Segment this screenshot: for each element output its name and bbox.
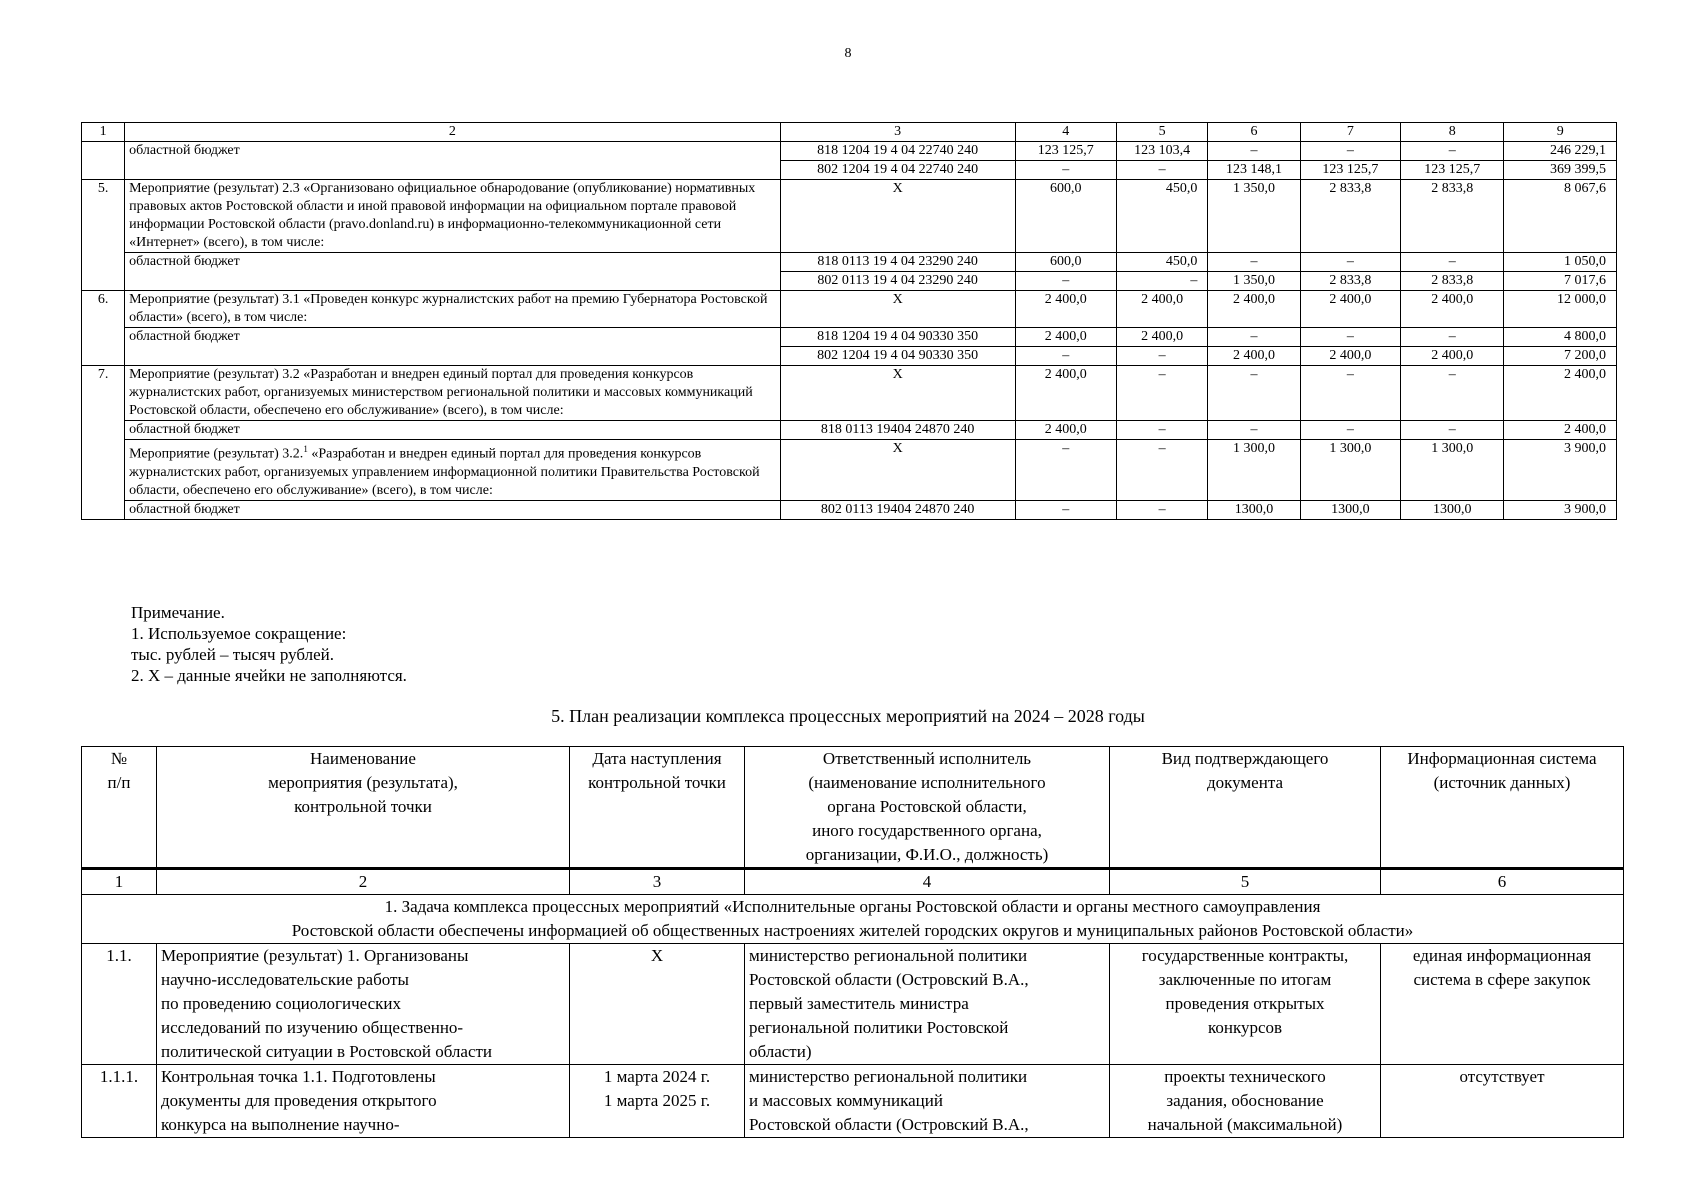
col-number: 2 — [125, 123, 781, 142]
row-title: Мероприятие (результат) 2.3 «Организовано официальное обнародование (опубликование) нормативных правовых актов Ростовской области и иной правовой информации на официальном портале правовой информации Ростовской области (pravo.donland.ru) в информационно-телекоммуникационной сети «Интернет» (всего), в том числе: — [125, 180, 781, 253]
info-system — [1381, 944, 1624, 1065]
value-cell: 1300,0 — [1208, 500, 1300, 519]
header-text: Ответственный исполнитель (наименование исполнительного органа Ростовской области, иного государственного органа, организации, Ф.И.О., должность) — [805, 749, 1049, 864]
table-row — [82, 328, 1617, 347]
budget-code: 802 1204 19 4 04 22740 240 — [780, 161, 1015, 180]
cell-text: отсутствует — [1459, 1067, 1545, 1086]
section-title: 5. План реализации комплекса процессных мероприятий на 2024 – 2028 годы — [551, 706, 1145, 726]
row-number: 1.1. — [82, 944, 157, 1065]
table-row — [82, 500, 1617, 519]
row-number: 5. — [82, 180, 125, 291]
cell-text: единая информационная система в сфере закупок — [1412, 946, 1592, 989]
plan-table — [81, 746, 1624, 1138]
note-line: Примечание. — [131, 603, 225, 622]
header-date — [570, 747, 745, 869]
value-cell: – — [1015, 161, 1116, 180]
value-cell: 1 350,0 — [1208, 272, 1300, 291]
value-cell: 8 067,6 — [1504, 180, 1617, 253]
document-type — [1110, 944, 1381, 1065]
table-row — [82, 1065, 1624, 1138]
value-cell: – — [1117, 440, 1208, 501]
task-text: 1. Задача комплекса процессных мероприятий «Исполнительные органы Ростовской области и органы местного самоуправления Ростовской области обеспечены информацией об общественных настроениях жителей городских округов и муниципальных районов Ростовской области» — [291, 897, 1414, 940]
value-cell: 369 399,5 — [1504, 161, 1617, 180]
info-system — [1381, 1065, 1624, 1138]
value-cell: 1 300,0 — [1401, 440, 1504, 501]
budget-code: X — [780, 366, 1015, 421]
value-cell: 12 000,0 — [1504, 291, 1617, 328]
col-number: 8 — [1401, 123, 1504, 142]
value-cell: 7 017,6 — [1504, 272, 1617, 291]
value-cell: 123 103,4 — [1117, 142, 1208, 161]
value-cell: 1300,0 — [1300, 500, 1400, 519]
control-date — [570, 1065, 745, 1138]
value-cell: 1 300,0 — [1300, 440, 1400, 501]
value-cell: 2 833,8 — [1401, 272, 1504, 291]
value-cell: 450,0 — [1117, 253, 1208, 272]
value-cell: 2 833,8 — [1401, 180, 1504, 253]
value-cell: – — [1015, 440, 1116, 501]
cell-text: Контрольная точка 1.1. Подготовлены документы для проведения открытого конкурса на выполнение научно- — [161, 1067, 437, 1134]
value-cell: – — [1015, 272, 1116, 291]
value-cell: – — [1401, 142, 1504, 161]
table-row — [82, 366, 1617, 421]
budget-code: X — [780, 440, 1015, 501]
row-title: Мероприятие (результат) 3.1 «Проведен конкурс журналистских работ на премию Губернатора Ростовской области» (всего), в том числе: — [125, 291, 781, 328]
value-cell: 123 125,7 — [1300, 161, 1400, 180]
header-document — [1110, 747, 1381, 869]
budget-code: 818 1204 19 4 04 22740 240 — [780, 142, 1015, 161]
value-cell: – — [1401, 421, 1504, 440]
value-cell: 600,0 — [1015, 180, 1116, 253]
table-row — [82, 180, 1617, 253]
value-cell: 600,0 — [1015, 253, 1116, 272]
value-cell: 2 400,0 — [1208, 347, 1300, 366]
cell-text: министерство региональной политики и массовых коммуникаций Ростовской области (Островский В.А., — [749, 1067, 1029, 1134]
row-title-rest: «Разработан и внедрен единый портал для проведения конкурсов журналистских работ, организуемых управлением информационной политики Правительства Ростовской области, обеспечено его обслуживание» (всего), в том числе: — [129, 446, 760, 498]
table-row — [82, 440, 1617, 501]
value-cell: – — [1117, 421, 1208, 440]
header-system — [1381, 747, 1624, 869]
col-number: 6 — [1381, 869, 1624, 895]
header-text: Дата наступления контрольной точки — [588, 749, 726, 792]
value-cell: – — [1015, 500, 1116, 519]
budget-code: 818 0113 19404 24870 240 — [780, 421, 1015, 440]
value-cell: – — [1117, 366, 1208, 421]
value-cell: 2 400,0 — [1015, 291, 1116, 328]
control-date — [570, 944, 745, 1065]
row-name: областной бюджет — [125, 421, 781, 440]
value-cell: 1 350,0 — [1208, 180, 1300, 253]
col-number: 7 — [1300, 123, 1400, 142]
value-cell: 246 229,1 — [1504, 142, 1617, 161]
task-row — [82, 895, 1624, 944]
cell-text: 1 марта 2024 г. 1 марта 2025 г. — [603, 1067, 711, 1110]
value-cell: 2 400,0 — [1401, 291, 1504, 328]
footnote-marker: 1 — [303, 444, 308, 454]
header-number — [82, 747, 157, 869]
header-text: Вид подтверждающего документа — [1161, 749, 1329, 792]
value-cell: 123 125,7 — [1015, 142, 1116, 161]
budget-code: 802 1204 19 4 04 90330 350 — [780, 347, 1015, 366]
row-title — [125, 440, 781, 501]
col-number: 3 — [570, 869, 745, 895]
cell-text: государственные контракты, заключенные по итогам проведения открытых конкурсов — [1141, 946, 1349, 1037]
value-cell: – — [1208, 421, 1300, 440]
row-name: областной бюджет — [125, 142, 781, 180]
value-cell: – — [1401, 253, 1504, 272]
cell-text: Мероприятие (результат) 1. Организованы научно-исследовательские работы по проведению социологических исследований по изучению общественно- политической ситуации в Ростовской области — [161, 946, 493, 1061]
col-number: 5 — [1117, 123, 1208, 142]
row-number: 1.1.1. — [82, 1065, 157, 1138]
table-row — [82, 142, 1617, 161]
value-cell: 1300,0 — [1401, 500, 1504, 519]
header-text: Наименование мероприятия (результата), контрольной точки — [268, 749, 458, 816]
table-row — [82, 421, 1617, 440]
value-cell: 2 400,0 — [1015, 366, 1116, 421]
value-cell: 2 400,0 — [1401, 347, 1504, 366]
header-text: Информационная система (источник данных) — [1407, 749, 1597, 792]
budget-code: X — [780, 291, 1015, 328]
value-cell: 2 833,8 — [1300, 180, 1400, 253]
value-cell: – — [1208, 253, 1300, 272]
table-row — [82, 944, 1624, 1065]
budget-code: X — [780, 180, 1015, 253]
col-number: 4 — [745, 869, 1110, 895]
row-number: 6. — [82, 291, 125, 366]
value-cell: 123 148,1 — [1208, 161, 1300, 180]
value-cell: 2 400,0 — [1117, 328, 1208, 347]
value-cell: 1 050,0 — [1504, 253, 1617, 272]
cell-text: проекты технического задания, обоснование начальной (максимальной) — [1147, 1067, 1343, 1134]
value-cell: – — [1300, 142, 1400, 161]
row-name: областной бюджет — [125, 253, 781, 291]
table-row — [82, 253, 1617, 272]
value-cell: 450,0 — [1117, 180, 1208, 253]
value-cell: 2 400,0 — [1117, 291, 1208, 328]
note-block — [131, 602, 407, 686]
value-cell: – — [1117, 272, 1208, 291]
value-cell: 2 400,0 — [1208, 291, 1300, 328]
value-cell: 2 400,0 — [1300, 347, 1400, 366]
value-cell: 3 900,0 — [1504, 500, 1617, 519]
note-line: 2. Х – данные ячейки не заполняются. — [131, 666, 407, 685]
value-cell: – — [1300, 328, 1400, 347]
budget-code: 818 1204 19 4 04 90330 350 — [780, 328, 1015, 347]
value-cell: 2 400,0 — [1504, 421, 1617, 440]
value-cell: – — [1117, 161, 1208, 180]
value-cell: 2 400,0 — [1504, 366, 1617, 421]
row-number — [82, 142, 125, 180]
budget-code: 802 0113 19404 24870 240 — [780, 500, 1015, 519]
value-cell: – — [1300, 421, 1400, 440]
col-number: 4 — [1015, 123, 1116, 142]
responsible — [745, 944, 1110, 1065]
value-cell: 2 400,0 — [1015, 328, 1116, 347]
header-name — [157, 747, 570, 869]
note-line: тыс. рублей – тысяч рублей. — [131, 645, 334, 664]
value-cell: 2 833,8 — [1300, 272, 1400, 291]
header-text: № п/п — [107, 749, 131, 792]
page-number: 8 — [844, 46, 852, 61]
value-cell: – — [1117, 500, 1208, 519]
value-cell: 123 125,7 — [1401, 161, 1504, 180]
budget-code: 802 0113 19 4 04 23290 240 — [780, 272, 1015, 291]
value-cell: 4 800,0 — [1504, 328, 1617, 347]
value-cell: 2 400,0 — [1300, 291, 1400, 328]
header-responsible — [745, 747, 1110, 869]
value-cell: – — [1300, 253, 1400, 272]
value-cell: – — [1015, 347, 1116, 366]
table-row — [82, 291, 1617, 328]
value-cell: – — [1208, 142, 1300, 161]
row-number: 7. — [82, 366, 125, 520]
col-number: 5 — [1110, 869, 1381, 895]
value-cell: – — [1401, 328, 1504, 347]
value-cell: 1 300,0 — [1208, 440, 1300, 501]
row-name: областной бюджет — [125, 328, 781, 366]
task-title — [82, 895, 1624, 944]
cell-text: X — [650, 946, 664, 965]
value-cell: 3 900,0 — [1504, 440, 1617, 501]
value-cell: 2 400,0 — [1015, 421, 1116, 440]
row-name: областной бюджет — [125, 500, 781, 519]
responsible — [745, 1065, 1110, 1138]
value-cell: – — [1208, 328, 1300, 347]
budget-header-row — [82, 123, 1617, 142]
col-number: 9 — [1504, 123, 1617, 142]
event-name — [157, 1065, 570, 1138]
col-number: 2 — [157, 869, 570, 895]
col-number: 1 — [82, 869, 157, 895]
value-cell: – — [1208, 366, 1300, 421]
col-number: 1 — [82, 123, 125, 142]
budget-table — [81, 122, 1617, 520]
plan-header-row — [82, 747, 1624, 869]
row-title-start: Мероприятие (результат) 3.2. — [129, 446, 304, 462]
event-name — [157, 944, 570, 1065]
note-line: 1. Используемое сокращение: — [131, 624, 347, 643]
value-cell: – — [1117, 347, 1208, 366]
cell-text: министерство региональной политики Ростовской области (Островский В.А., первый заместитель министра региональной политики Ростовской области) — [749, 946, 1029, 1061]
row-title: Мероприятие (результат) 3.2 «Разработан и внедрен единый портал для проведения конкурсов журналистских работ, организуемых министерством региональной политики и массовых коммуникаций Ростовской области, обеспечено его обслуживание» (всего), в том числе: — [125, 366, 781, 421]
col-number: 6 — [1208, 123, 1300, 142]
col-number: 3 — [780, 123, 1015, 142]
document-type — [1110, 1065, 1381, 1138]
value-cell: – — [1300, 366, 1400, 421]
value-cell: – — [1401, 366, 1504, 421]
plan-number-row — [82, 869, 1624, 895]
budget-code: 818 0113 19 4 04 23290 240 — [780, 253, 1015, 272]
value-cell: 7 200,0 — [1504, 347, 1617, 366]
